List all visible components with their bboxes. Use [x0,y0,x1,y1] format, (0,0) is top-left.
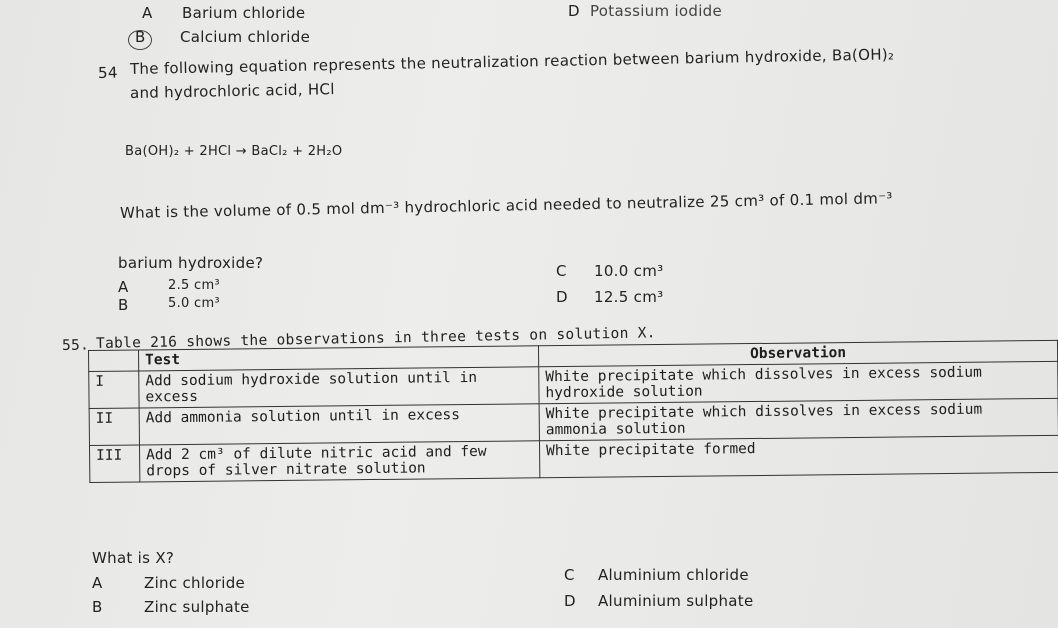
q54-equation: Ba(OH)₂ + 2HCl → BaCl₂ + 2H₂O [125,144,343,159]
q55-number: 55. [61,337,90,354]
q55-option-c-letter: C [564,566,575,584]
q54-question-line1: What is the volume of 0.5 mol dm⁻³ hydrochloric acid needed to neutralize 25 cm³ of 0.1 mol dm⁻³ [119,189,893,222]
row-test: Add sodium hydroxide solution until in excess [139,367,539,408]
q53-option-b: Calcium chloride [180,28,311,46]
observation-table [88,340,1058,483]
q53-option-a-letter: A [142,4,153,22]
q55-option-b: Zinc sulphate [144,598,250,616]
q54-option-a: 2.5 cm³ [168,278,220,293]
q53-option-a: Barium chloride [182,4,306,22]
q53-option-d-letter: D [568,2,580,20]
row-number: I [89,371,139,409]
q54-option-c-letter: C [556,262,567,280]
table-header-num [89,350,139,372]
q54-option-c: 10.0 cm³ [594,262,664,280]
row-number: III [90,445,140,483]
row-test: Add ammonia solution until in excess [139,404,539,445]
row-observation: White precipitate formed [539,435,1058,477]
q54-option-d: 12.5 cm³ [594,288,664,306]
q55-intro: Table 216 shows the observations in three tests on solution X. [95,325,656,352]
q54-option-a-letter: A [118,278,129,296]
table-header-test: Test [139,346,539,371]
q54-number: 54 [97,63,118,82]
q55-option-c: Aluminium chloride [598,566,749,584]
q54-option-b: 5.0 cm³ [168,296,220,311]
q55-option-d: Aluminium sulphate [598,592,754,610]
q54-text-line2: and hydrochloric acid, HCl [129,80,335,102]
q55-option-a: Zinc chloride [144,574,246,592]
q54-text-line1: The following equation represents the neutralization reaction between barium hydroxide, Ba(OH)₂ [129,45,895,78]
q53-option-d: Potassium iodide [590,2,723,20]
q55-option-a-letter: A [92,574,103,592]
row-test: Add 2 cm³ of dilute nitric acid and few drops of silver nitrate solution [139,441,539,482]
row-observation: White precipitate which dissolves in excess sodium ammonia solution [539,398,1058,440]
q55-option-b-letter: B [92,598,103,616]
q53-option-b-letter: B [135,28,146,46]
q54-option-b-letter: B [118,296,129,314]
q55-question: What is X? [92,549,175,567]
q54-option-d-letter: D [556,288,568,306]
row-number: II [89,408,139,446]
row-observation: White precipitate which dissolves in excess sodium hydroxide solution [539,361,1058,403]
q55-option-d-letter: D [564,592,576,610]
table-header-observation: Observation [538,340,1057,366]
q54-question-line2: barium hydroxide? [118,254,264,272]
